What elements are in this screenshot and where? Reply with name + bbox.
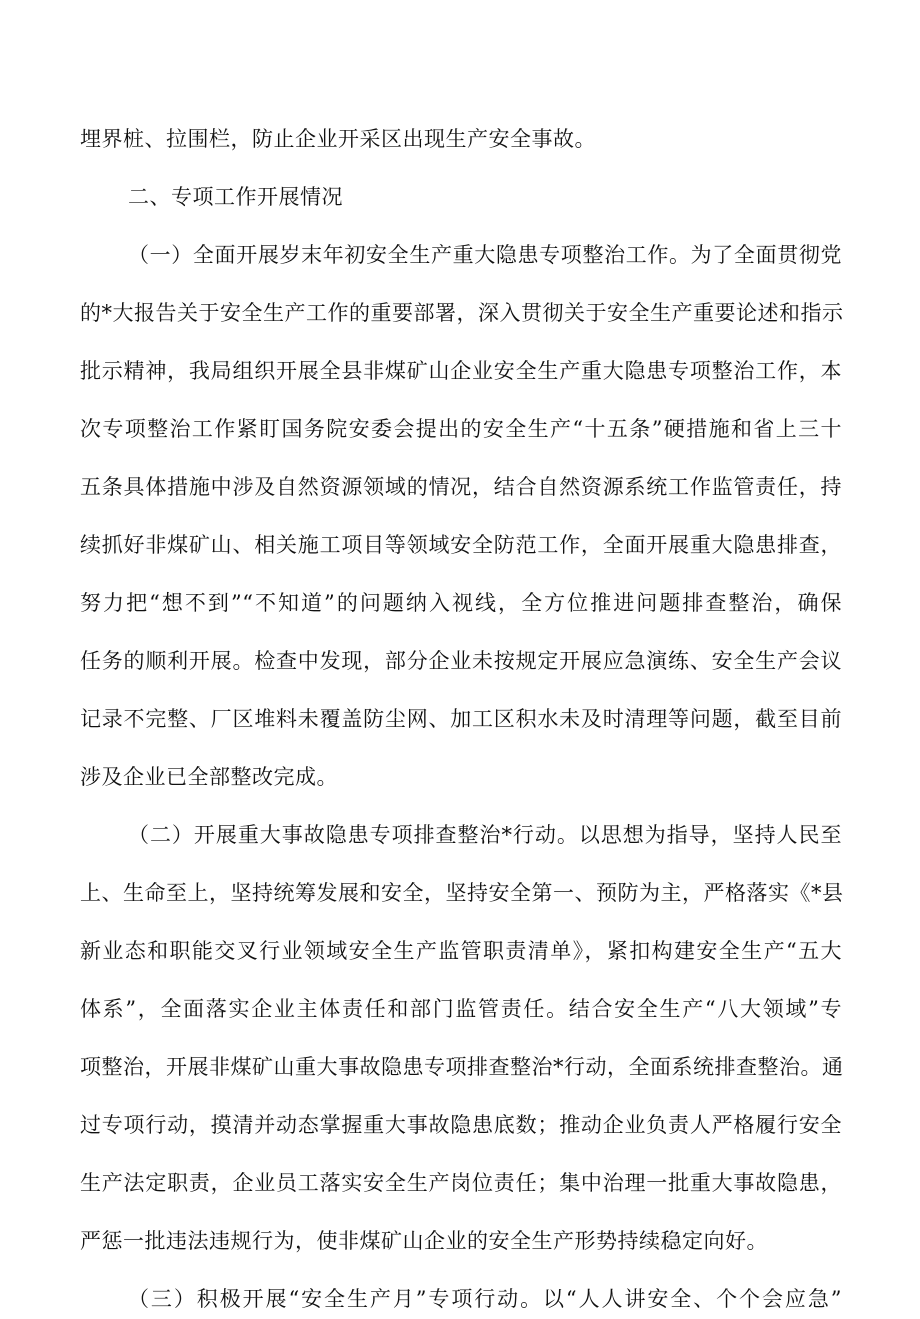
text-line: 严惩一批违法违规行为，使非煤矿山企业的安全生产形势持续稳定向好。 [80,1229,768,1253]
text-line: 任务的顺利开展。检查中发现，部分企业未按规定开展应急演练、安全生产会议 [80,649,842,673]
text-line: 埋界桩、拉围栏，防止企业开采区出现生产安全事故。 [80,127,596,151]
text-line: 次专项整治工作紧盯国务院安委会提出的安全生产“十五条”硬措施和省上三十 [80,417,842,441]
text-line: 过专项行动，摸清并动态掌握重大事故隐患底数；推动企业负责人严格履行安全 [80,1113,842,1137]
text-line: 上、生命至上，坚持统筹发展和安全，坚持安全第一、预防为主，严格落实《*县 [80,881,844,905]
text-line: （三）积极开展“安全生产月”专项行动。以“人人讲安全、个个会应急” [128,1287,842,1311]
text-line: 的*大报告关于安全生产工作的重要部署，深入贯彻关于安全生产重要论述和指示 [80,301,844,325]
text-line: 努力把“想不到”“不知道”的问题纳入视线，全方位推进问题排查整治，确保 [80,591,842,615]
text-line: 项整治，开展非煤矿山重大事故隐患专项排查整治*行动，全面系统排查整治。通 [80,1055,844,1079]
text-line: 新业态和职能交叉行业领域安全生产监管职责清单》，紧扣构建安全生产“五大 [80,939,842,963]
text-line: （二）开展重大事故隐患专项排查整治*行动。以思想为指导，坚持人民至 [128,823,842,847]
text-line: 生产法定职责，企业员工落实安全生产岗位责任；集中治理一批重大事故隐患， [80,1171,842,1195]
text-line: 记录不完整、厂区堆料未覆盖防尘网、加工区积水未及时清理等问题，截至目前 [80,707,842,731]
text-line: 二、专项工作开展情况 [128,185,343,209]
text-line: 涉及企业已全部整改完成。 [80,765,338,789]
text-line: （一）全面开展岁末年初安全生产重大隐患专项整治工作。为了全面贯彻党 [128,243,842,267]
text-line: 续抓好非煤矿山、相关施工项目等领域安全防范工作，全面开展重大隐患排查， [80,533,842,557]
text-line: 批示精神，我局组织开展全县非煤矿山企业安全生产重大隐患专项整治工作，本 [80,359,842,383]
document-body [80,120,842,1319]
text-line: 五条具体措施中涉及自然资源领域的情况，结合自然资源系统工作监管责任，持 [80,475,842,499]
text-line: 体系”，全面落实企业主体责任和部门监管责任。结合安全生产“八大领域”专 [80,997,842,1021]
